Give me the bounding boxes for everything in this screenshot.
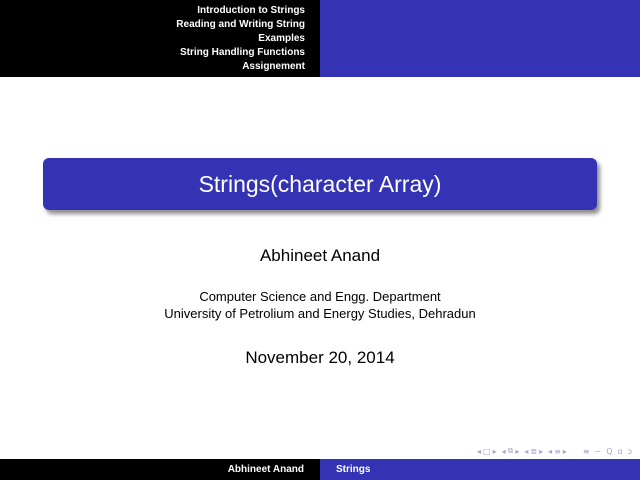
navigation-symbols <box>477 446 632 456</box>
frame-prev-icon[interactable]: ◂ <box>477 446 482 456</box>
outline-item[interactable]: Assignement <box>242 61 305 72</box>
slide-nav <box>548 447 567 456</box>
navigation-icon[interactable]: ɔ <box>627 446 632 456</box>
subsection-nav <box>502 446 520 456</box>
align-icon[interactable]: ≡ <box>582 446 590 456</box>
slide-next-icon[interactable]: ▸ <box>562 446 567 456</box>
frame-next-icon[interactable]: ▸ <box>492 446 497 456</box>
header-outline-panel <box>0 0 320 77</box>
search-icon[interactable]: Q <box>606 446 613 456</box>
outline-item[interactable]: String Handling Functions <box>180 47 305 58</box>
footer-author-panel <box>0 459 320 480</box>
author-name: Abhineet Anand <box>259 246 381 265</box>
subsection-next-icon[interactable]: ▸ <box>515 446 520 456</box>
subsection-prev-icon[interactable]: ◂ <box>501 446 506 456</box>
zoom-icon[interactable]: ɑ <box>617 446 623 456</box>
subsection-icon[interactable]: ⧉ <box>507 446 514 455</box>
slide-icon[interactable]: ≡ <box>554 446 561 456</box>
section-prev-icon[interactable]: ◂ <box>524 446 529 456</box>
institute-university: University of Petrolium and Energy Studies, Dehradun <box>164 306 476 321</box>
footer-title-panel <box>320 459 640 480</box>
footer-title: Strings <box>336 464 371 475</box>
slide-header <box>0 0 640 77</box>
section-nav <box>524 447 543 456</box>
section-icon[interactable]: ≣ <box>530 446 538 456</box>
undo-redo-icon[interactable]: ∽ <box>594 446 602 456</box>
frame-nav <box>477 447 497 456</box>
slide-prev-icon[interactable]: ◂ <box>548 446 553 456</box>
presentation-title: Strings(character Array) <box>198 170 442 197</box>
section-outline <box>176 4 305 74</box>
section-next-icon[interactable]: ▸ <box>539 446 544 456</box>
outline-item[interactable]: Introduction to Strings <box>197 5 305 16</box>
frame-icon[interactable]: □ <box>483 446 491 456</box>
outline-item[interactable]: Reading and Writing String <box>176 19 305 30</box>
presentation-date: November 20, 2014 <box>245 348 395 367</box>
institute-department: Computer Science and Engg. Department <box>199 289 441 304</box>
slide-footer <box>0 459 640 480</box>
footer-author: Abhineet Anand <box>227 464 304 475</box>
outline-item[interactable]: Examples <box>258 33 305 44</box>
header-accent-panel <box>320 0 640 77</box>
title-box <box>43 158 597 210</box>
